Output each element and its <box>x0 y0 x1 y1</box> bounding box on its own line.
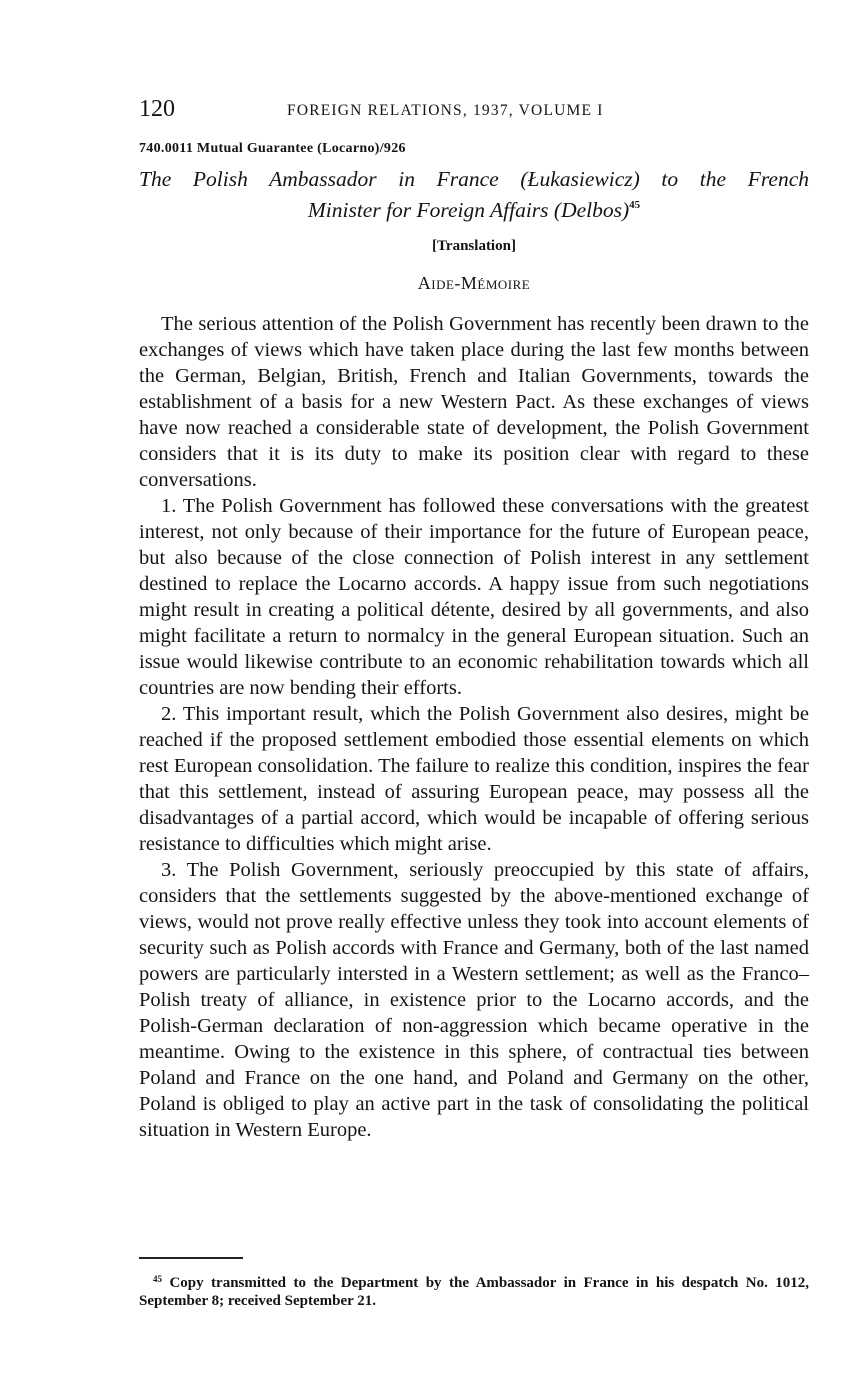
paragraph-3: 3. The Polish Government, seriously preoccupied by this state of affairs, considers that the settlements suggested by the above-mentioned exchange of views, would not prove really effective unless they took into account elements of security such as Polish accords with France and Germany, both of the last named powers are particularly intersted in a Western settlement; as well as the Franco–Polish treaty of alliance, in existence prior to the Locarno accords, and the Polish-German declaration of non-aggression which became operative in the meantime. Owing to the existence in this sphere, of contractual ties between Poland and France on the one hand, and Poland and Germany on the other, Poland is obliged to play an active part in the task of consolidating the political situation in Western Europe. <box>139 859 809 1141</box>
running-header <box>139 96 809 126</box>
running-title: FOREIGN RELATIONS, 1937, VOLUME I <box>287 102 604 119</box>
footnote-mark: 45 <box>153 1274 162 1284</box>
footnote <box>139 1270 809 1310</box>
title-line-1: The Polish Ambassador in France (Łukasiewicz) to the French <box>139 167 809 191</box>
document-body <box>139 311 809 1143</box>
footnote-text: Copy transmitted to the Department by the Ambassador in France in his despatch No. 1012, September 8; received September 21. <box>139 1275 810 1309</box>
paragraph-1: 1. The Polish Government has followed these conversations with the greatest interest, not only because of their importance for the future of European peace, but also because of the close connection of Polish interest in any settlement destined to replace the Locarno accords. A happy issue from such negotiations might result in creating a political détente, desired by all governments, and also might facilitate a return to normalcy in the general European situation. Such an issue would likewise contribute to an economic rehabilitation towards which all countries are now bending their efforts. <box>139 495 809 699</box>
translation-note: [Translation] <box>432 238 516 254</box>
title-line-2: Minister for Foreign Affairs (Delbos) <box>307 198 630 222</box>
paragraph-intro: The serious attention of the Polish Government has recently been drawn to the exchanges of views which have taken place during the last few months between the German, Belgian, British, French and Italian Governments, towards the establishment of a basis for a new Western Pact. As these exchanges of views have now reached a considerable state of development, the Polish Government considers that it is its duty to make its position clear with regard to these conversations. <box>139 313 809 491</box>
page-number: 120 <box>139 96 175 122</box>
document-type-heading: Aide-Mémoire <box>417 273 531 293</box>
title-line-2-wrap <box>139 192 809 223</box>
footnote-divider <box>139 1257 243 1259</box>
document-title <box>139 166 809 223</box>
title-footnote-mark: 45 <box>629 199 641 211</box>
file-reference: 740.0011 Mutual Guarantee (Locarno)/926 <box>139 141 406 156</box>
paragraph-2: 2. This important result, which the Polish Government also desires, might be reached if the proposed settlement embodied those essential elements on which rest European consolidation. The failure to realize this condition, inspires the fear that this settlement, instead of assuring European peace, may possess all the disadvantages of a partial accord, which would be incapable of offering serious resistance to difficulties which might arise. <box>139 703 809 855</box>
